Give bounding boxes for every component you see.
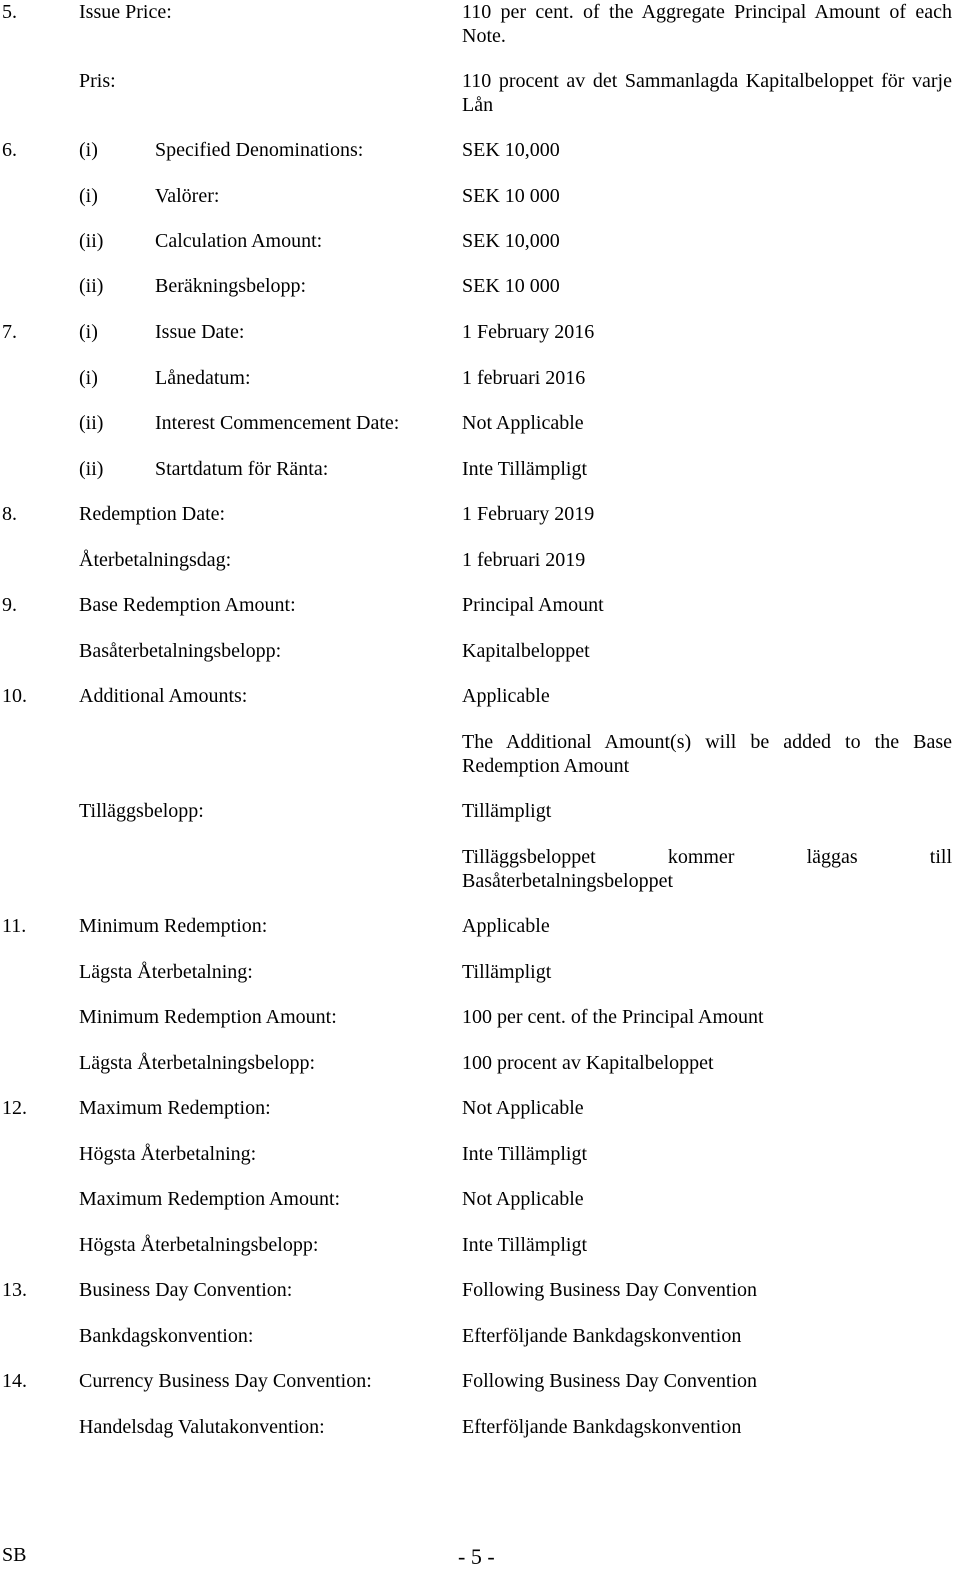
footer-initials: SB	[2, 1544, 27, 1566]
item-sub-number: (ii)	[79, 230, 104, 252]
item-number: 9.	[2, 594, 17, 616]
item-value: Inte Tillämpligt	[462, 1234, 588, 1256]
page-number: - 5 -	[458, 1544, 495, 1569]
item-label: Additional Amounts:	[79, 685, 248, 707]
item-sub-number: (ii)	[79, 275, 104, 297]
item-label: Valörer:	[155, 185, 220, 207]
item-label: Maximum Redemption:	[79, 1097, 271, 1119]
item-value: 1 February 2016	[462, 321, 595, 343]
item-value: SEK 10,000	[462, 230, 560, 252]
item-number: 10.	[2, 685, 27, 707]
item-value: Tilläggsbeloppet kommer läggas till Basåterbetalningsbeloppet	[462, 846, 952, 892]
item-label: Interest Commencement Date:	[155, 412, 400, 434]
item-label: Redemption Date:	[79, 503, 226, 525]
item-sub-number: (i)	[79, 185, 98, 207]
item-label: Högsta Återbetalningsbelopp:	[79, 1234, 319, 1256]
item-value: 1 februari 2016	[462, 367, 586, 389]
item-number: 7.	[2, 321, 17, 343]
item-label: Pris:	[79, 70, 116, 92]
item-label: Calculation Amount:	[155, 230, 323, 252]
item-value: SEK 10 000	[462, 185, 560, 207]
item-value: 100 procent av Kapitalbeloppet	[462, 1052, 714, 1074]
item-label: Specified Denominations:	[155, 139, 364, 161]
item-label: Lägsta Återbetalning:	[79, 961, 253, 983]
item-label: Tilläggsbelopp:	[79, 800, 204, 822]
item-label: Business Day Convention:	[79, 1279, 293, 1301]
item-label: Base Redemption Amount:	[79, 594, 296, 616]
item-label: Issue Date:	[155, 321, 245, 343]
item-label: Minimum Redemption Amount:	[79, 1006, 337, 1028]
item-sub-number: (i)	[79, 321, 98, 343]
item-value: 1 February 2019	[462, 503, 595, 525]
item-value: Inte Tillämpligt	[462, 1143, 588, 1165]
item-label: Återbetalningsdag:	[79, 549, 232, 571]
item-label: Issue Price:	[79, 1, 172, 23]
item-value: The Additional Amount(s) will be added to the Base Redemption Amount	[462, 731, 952, 777]
item-value: Efterföljande Bankdagskonvention	[462, 1325, 742, 1347]
item-label: Minimum Redemption:	[79, 915, 268, 937]
item-value: Kapitalbeloppet	[462, 640, 590, 662]
item-label: Högsta Återbetalning:	[79, 1143, 257, 1165]
item-sub-number: (i)	[79, 139, 98, 161]
item-number: 8.	[2, 503, 17, 525]
item-value: Tillämpligt	[462, 961, 552, 983]
item-label: Maximum Redemption Amount:	[79, 1188, 341, 1210]
item-label: Handelsdag Valutakonvention:	[79, 1416, 325, 1438]
item-label: Startdatum för Ränta:	[155, 458, 329, 480]
item-label: Bankdagskonvention:	[79, 1325, 254, 1347]
item-number: 11.	[2, 915, 27, 937]
item-label: Lägsta Återbetalningsbelopp:	[79, 1052, 316, 1074]
item-number: 5.	[2, 1, 17, 23]
item-value: Not Applicable	[462, 412, 584, 434]
item-label: Beräkningsbelopp:	[155, 275, 307, 297]
item-number: 14.	[2, 1370, 27, 1392]
item-number: 13.	[2, 1279, 27, 1301]
item-label: Basåterbetalningsbelopp:	[79, 640, 282, 662]
item-value: Applicable	[462, 685, 550, 707]
item-value: SEK 10 000	[462, 275, 560, 297]
item-value: SEK 10,000	[462, 139, 560, 161]
item-label: Lånedatum:	[155, 367, 251, 389]
item-value: Tillämpligt	[462, 800, 552, 822]
item-number: 6.	[2, 139, 17, 161]
item-value: Applicable	[462, 915, 550, 937]
item-value: Following Business Day Convention	[462, 1279, 758, 1301]
item-value: Principal Amount	[462, 594, 604, 616]
item-value: 1 februari 2019	[462, 549, 586, 571]
item-sub-number: (ii)	[79, 412, 104, 434]
item-value: Following Business Day Convention	[462, 1370, 758, 1392]
item-label: Currency Business Day Convention:	[79, 1370, 372, 1392]
item-value: 110 per cent. of the Aggregate Principal Amount of each Note.	[462, 1, 952, 47]
item-value: Not Applicable	[462, 1097, 584, 1119]
item-value: Efterföljande Bankdagskonvention	[462, 1416, 742, 1438]
item-sub-number: (i)	[79, 367, 98, 389]
item-number: 12.	[2, 1097, 27, 1119]
item-sub-number: (ii)	[79, 458, 104, 480]
item-value: Inte Tillämpligt	[462, 458, 588, 480]
item-value: 100 per cent. of the Principal Amount	[462, 1006, 764, 1028]
item-value: Not Applicable	[462, 1188, 584, 1210]
item-value: 110 procent av det Sammanlagda Kapitalbeloppet för varje Lån	[462, 70, 952, 116]
